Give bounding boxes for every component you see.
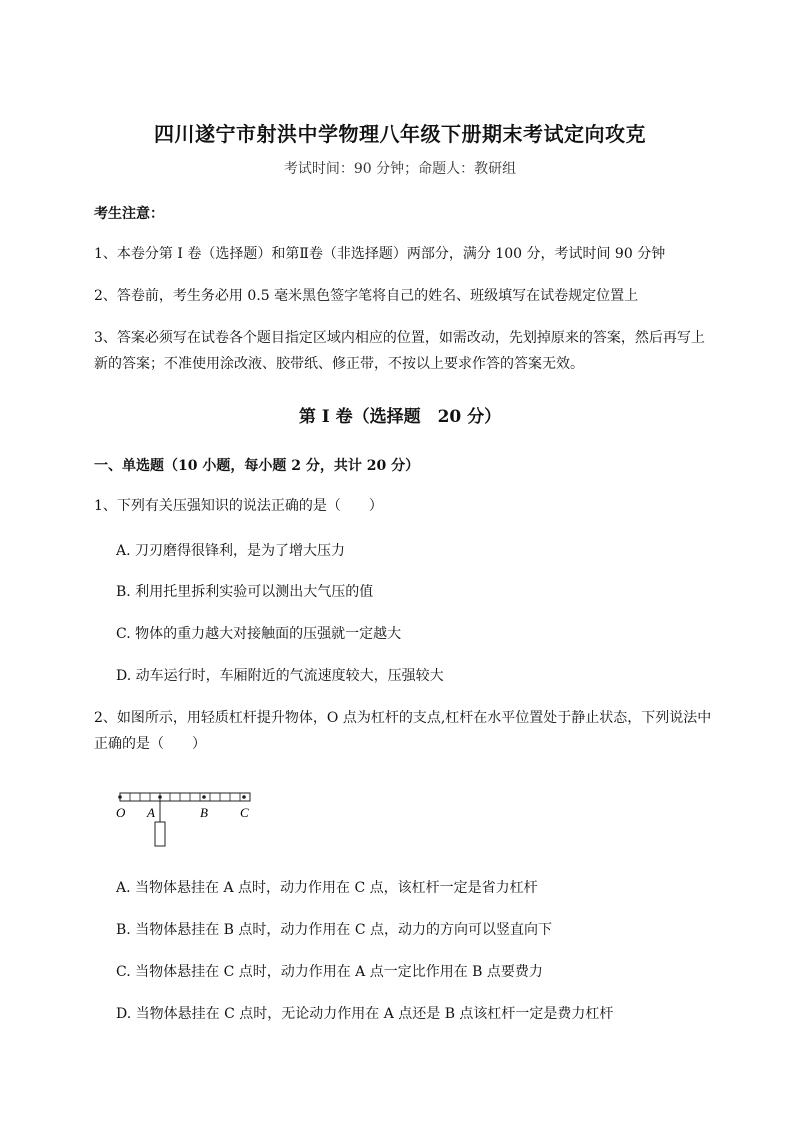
question-2-option-b: B. 当物体悬挂在 B 点时，动力作用在 C 点，动力的方向可以竖直向下 [116,922,552,938]
notice-item-1: 1、本卷分第 I 卷（选择题）和第Ⅱ卷（非选择题）两部分，满分 100 分，考试时间 90 分钟 [94,246,666,262]
fulcrum-point-o [118,795,122,799]
label-c: C [240,805,249,820]
question-1-option-d: D. 动车运行时，车厢附近的气流速度较大，压强较大 [116,668,444,684]
lever-bar [120,793,250,801]
lever-diagram [114,786,264,851]
question-2-stem: 2、如图所示，用轻质杠杆提升物体，O 点为杠杆的支点,杠杆在水平位置处于静止状态，下列说法中正确的是（ ） [94,710,712,752]
question-2-option-c: C. 当物体悬挂在 C 点时，动力作用在 A 点一定比作用在 B 点要费力 [116,964,543,980]
lever-figure [114,786,264,851]
question-1-option-b: B. 利用托里拆利实验可以测出大气压的值 [116,584,374,600]
hanging-weight [155,822,165,846]
notice-item-3: 3、答案必须写在试卷各个题目指定区域内相应的位置，如需改动，先划掉原来的答案，然后再写上新的答案；不准使用涂改液、胶带纸、修正带，不按以上要求作答的答案无效。 [94,330,705,372]
question-1-option-a: A. 刀刃磨得很锋利，是为了增大压力 [116,543,346,559]
question-1-option-c: C. 物体的重力越大对接触面的压强就一定越大 [116,626,402,642]
label-a: A [147,805,155,820]
point-b [202,795,206,799]
notice-heading: 考生注意： [94,206,164,222]
question-2-option-d: D. 当物体悬挂在 C 点时，无论动力作用在 A 点还是 B 点该杠杆一定是费力杠杆 [116,1006,614,1022]
label-b: B [200,805,208,820]
point-c [242,795,246,799]
question-2-option-a: A. 当物体悬挂在 A 点时，动力作用在 C 点，该杠杆一定是省力杠杆 [116,880,538,896]
section-title: 第 I 卷（选择题 20 分） [298,407,502,427]
part-heading: 一、单选题（10 小题，每小题 2 分，共计 20 分） [94,458,420,474]
notice-item-2: 2、答卷前，考生务必用 0.5 毫米黑色签字笔将自己的姓名、班级填写在试卷规定位置上 [94,288,639,304]
exam-subtitle: 考试时间：90 分钟；命题人：教研组 [283,161,517,177]
exam-title: 四川遂宁市射洪中学物理八年级下册期末考试定向攻克 [154,122,646,146]
question-1-stem: 1、下列有关压强知识的说法正确的是（ ） [94,498,383,514]
label-o: O [116,805,126,820]
